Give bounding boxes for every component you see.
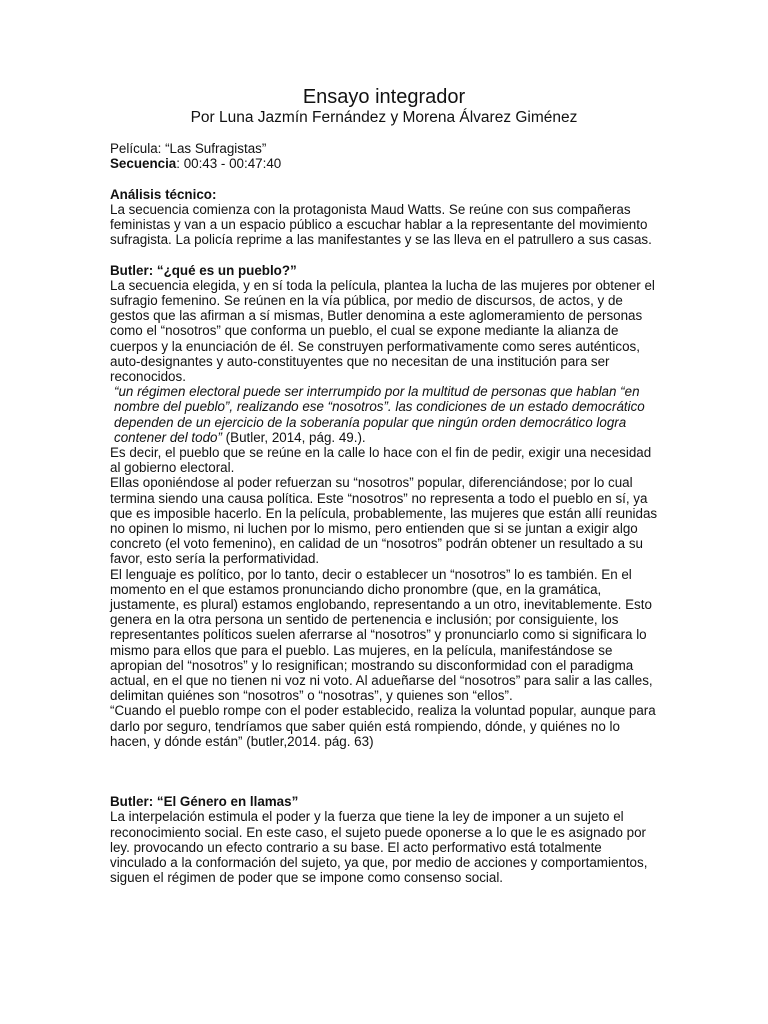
section-heading-analisis: Análisis técnico: xyxy=(110,186,217,202)
section-heading-pueblo: Butler: “¿qué es un pueblo?” xyxy=(110,262,297,278)
quote-citation: (Butler, 2014, pág. 49.). xyxy=(221,429,366,445)
document-body xyxy=(110,141,658,885)
document-title: Ensayo integrador xyxy=(302,86,466,108)
paragraph: La secuencia elegida, y en sí toda la película, plantea la lucha de las mujeres por obtener el sufragio femenino. Se reúnen en la vía pública, por medio de discursos, de actos, y de gestos que las afirman a sí mismas, Butler denomina a este aglomeramiento de personas como el “nosotros” que conforma un pueblo, el cual se expone mediante la alianza de cuerpos y la enunciación de él. Se construyen performativamente como seres auténticos, auto-designantes y auto-constituyentes que no necesitan de una institución para ser reconocidos. xyxy=(110,277,655,385)
paragraph: El lenguaje es político, por lo tanto, decir o establecer un “nosotros” lo es también. En el momento en el que estamos pronunciando dicho pronombre (que, en la gramática, justamente, es plural) estamos englobando, representando a un otro, inevitablemente. Esto genera en la otra persona un sentido de pertenencia e inclusión; por consiguiente, los representantes políticos suelen aferrarse al “nosotros” y pronunciarlo como si significara lo mismo para ellos que para el pueblo. Las mujeres, en la película, manifestándose se apropian del “nosotros” y lo resignifican; mostrando su disconformidad con el paradigma actual, en el que no tienen ni voz ni voto. Al adueñarse del “nosotros” para salir a las calles, delimitan quiénes son “nosotros” o “nosotras”, y quienes son “ellos”. xyxy=(110,566,653,704)
film-line: Película: “Las Sufragistas” xyxy=(110,141,267,156)
paragraph: La interpelación estimula el poder y la fuerza que tiene la ley de imponer a un sujeto el reconocimiento social. En este caso, el sujeto puede oponerse a lo que le es asignado por ley. provocando un efecto contrario a su base. El acto performativo está totalmente vinculado a la conformación del sujeto, ya que, por medio de acciones y comportamientos, siguen el régimen de poder que se impone como consenso social. xyxy=(110,809,648,886)
document-authors: Por Luna Jazmín Fernández y Morena Álvarez Giménez xyxy=(190,109,578,126)
sequence-line xyxy=(110,156,658,171)
quote-paragraph xyxy=(110,384,658,445)
block-quote: “un régimen electoral puede ser interrumpido por la multitud de personas que hablan “en nombre del pueblo”, realizando ese “nosotros”. las condiciones de un estado democrático dependen de un ejercicio de la soberanía popular que ningún orden democrático logra contener del todo” xyxy=(114,384,645,445)
paragraph: La secuencia comienza con la protagonista Maud Watts. Se reúne con sus compañeras feministas y van a un espacio público a escuchar hablar a la representante del movimiento sufragista. La policía reprime a las manifestantes y se las lleva en el patrullero a sus casas. xyxy=(110,201,652,248)
section-heading-genero: Butler: “El Género en llamas” xyxy=(110,794,299,810)
paragraph: “Cuando el pueblo rompe con el poder establecido, realiza la voluntad popular, aunque para darlo por seguro, tendríamos que saber quién está rompiendo, dónde, y quiénes no lo hacen, y dónde están” (butler,2014. pág. 63) xyxy=(110,703,656,749)
paragraph: Ellas oponiéndose al poder refuerzan su “nosotros” popular, diferenciándose; por lo cual termina siendo una causa política. Este “nosotros” no representa a todo el pueblo en sí, ya que es imposible hacerlo. En la película, probablemente, las mujeres que están allí reunidas no opinen lo mismo, ni luchen por lo mismo, pero entienden que si se juntan a exigir algo concreto (el voto femenino), en calidad de un “nosotros” podrán obtener un resultado a su favor, esto sería la performatividad. xyxy=(110,475,658,567)
sequence-label: Secuencia xyxy=(110,156,177,172)
sequence-value: : 00:43 - 00:47:40 xyxy=(176,156,282,172)
paragraph: Es decir, el pueblo que se reúne en la calle lo hace con el fin de pedir, exigir una necesidad al gobierno electoral. xyxy=(110,445,652,476)
